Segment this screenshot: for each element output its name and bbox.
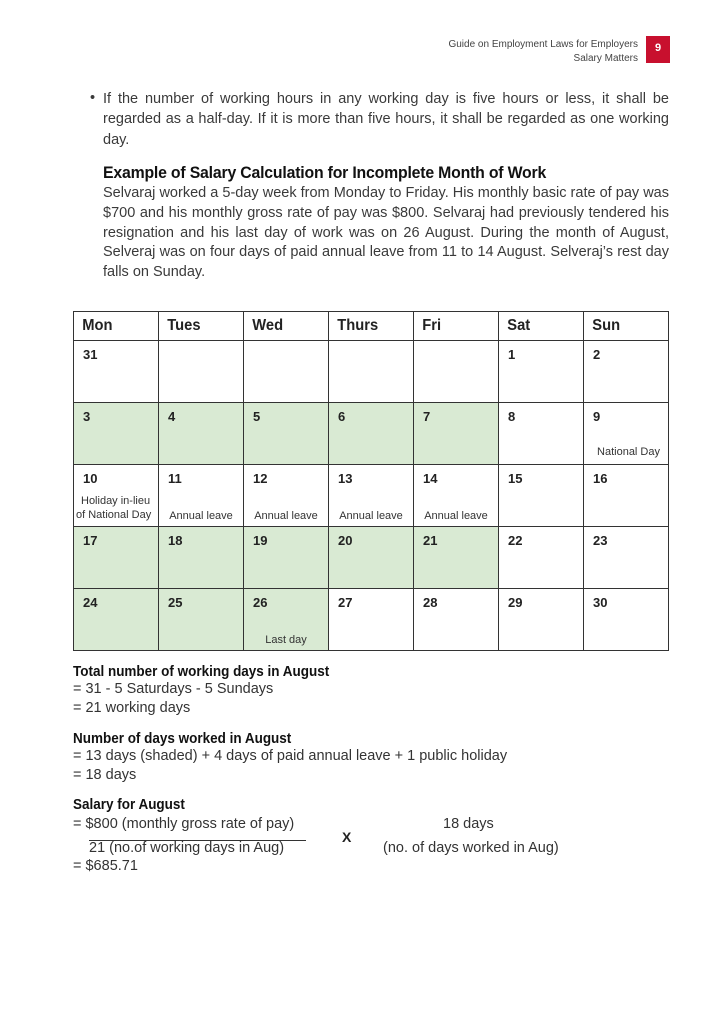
multiply-sign: X bbox=[342, 829, 352, 845]
day-cell: 31 bbox=[74, 341, 159, 403]
day-cell-shaded: 7 bbox=[414, 403, 499, 465]
header-rule bbox=[646, 62, 670, 63]
page-number: 9 bbox=[646, 36, 670, 62]
day-cell bbox=[414, 341, 499, 403]
example-paragraph: Selvaraj worked a 5-day week from Monday to Friday. His monthly basic rate of pay was $700 and his monthly gross rate of pay was $800. Selvaraj had previously tendered his resignation and his last day of work was on 26 August. During the month of August, Selveraj was on four days of paid annual leave from 11 to 14 August. Selveraj’s rest day falls on Sunday. bbox=[103, 185, 669, 281]
day-cell: 2 bbox=[584, 341, 669, 403]
annual-leave-note: Annual leave bbox=[254, 510, 318, 522]
annual-leave-note: Annual leave bbox=[424, 510, 488, 522]
header-sat: Sat bbox=[499, 312, 584, 341]
days-worked-heading: Number of days worked in August bbox=[73, 731, 292, 747]
days-worked-line-2: = 18 days bbox=[73, 766, 137, 783]
example-heading: Example of Salary Calculation for Incomplete Month of Work bbox=[103, 163, 547, 182]
salary-section bbox=[73, 797, 193, 813]
day-cell bbox=[329, 341, 414, 403]
days-numerator: 18 days bbox=[443, 816, 494, 832]
day-cell bbox=[244, 341, 329, 403]
day-cell: 1 bbox=[499, 341, 584, 403]
header-guide-title: Guide on Employment Laws for Employers bbox=[448, 39, 638, 50]
salary-numerator: = $800 (monthly gross rate of pay) bbox=[73, 816, 295, 832]
day-cell: 29 bbox=[499, 589, 584, 651]
running-header bbox=[448, 38, 638, 66]
total-working-days-section bbox=[73, 664, 349, 717]
days-worked-line-1: = 13 days (shaded) + 4 days of paid annual leave + 1 public holiday bbox=[73, 748, 508, 764]
header-sun: Sun bbox=[584, 312, 669, 341]
day-cell: 16 bbox=[584, 465, 669, 527]
intro-text: If the number of working hours in any working day is five hours or less, it shall be regarded as a half-day. If it is more than five hours, it shall be regarded as one working day. bbox=[103, 91, 669, 148]
header-thurs: Thurs bbox=[329, 312, 414, 341]
day-cell-shaded: 3 bbox=[74, 403, 159, 465]
day-cell-shaded: 4 bbox=[159, 403, 244, 465]
day-cell-shaded: 25 bbox=[159, 589, 244, 651]
day-cell-shaded: 17 bbox=[74, 527, 159, 589]
day-cell-annual-leave: 11 Annual leave bbox=[159, 465, 244, 527]
total-working-days-heading: Total number of working days in August bbox=[73, 664, 330, 680]
total-working-days-line-1: = 31 - 5 Saturdays - 5 Sundays bbox=[73, 681, 274, 697]
last-day-note: Last day bbox=[265, 634, 307, 646]
day-cell: 23 bbox=[584, 527, 669, 589]
header-fri: Fri bbox=[414, 312, 499, 341]
calendar-week-2 bbox=[74, 403, 669, 465]
total-working-days-line-2: = 21 working days bbox=[73, 699, 191, 716]
salary-denominator: 21 (no.of working days in Aug) bbox=[89, 840, 285, 856]
day-cell: 15 bbox=[499, 465, 584, 527]
day-cell-annual-leave: 14 Annual leave bbox=[414, 465, 499, 527]
calendar-week-3 bbox=[74, 465, 669, 527]
day-cell-shaded: 24 bbox=[74, 589, 159, 651]
header-wed: Wed bbox=[244, 312, 329, 341]
day-cell-annual-leave: 12 Annual leave bbox=[244, 465, 329, 527]
day-cell-holiday: 10 Holiday in-lieu of National Day bbox=[74, 465, 159, 527]
header-tues: Tues bbox=[159, 312, 244, 341]
day-cell-annual-leave: 13 Annual leave bbox=[329, 465, 414, 527]
day-cell: 27 bbox=[329, 589, 414, 651]
bullet: • bbox=[90, 90, 96, 106]
day-cell: 30 bbox=[584, 589, 669, 651]
day-cell-shaded: 5 bbox=[244, 403, 329, 465]
national-day-note: National Day bbox=[597, 446, 660, 458]
day-cell-shaded: 20 bbox=[329, 527, 414, 589]
annual-leave-note: Annual leave bbox=[339, 510, 403, 522]
august-calendar bbox=[73, 311, 669, 651]
day-cell-shaded: 6 bbox=[329, 403, 414, 465]
days-denominator: (no. of days worked in Aug) bbox=[383, 840, 559, 856]
header-section-title: Salary Matters bbox=[573, 53, 638, 64]
day-cell-shaded: 26 Last day bbox=[244, 589, 329, 651]
day-cell-shaded: 19 bbox=[244, 527, 329, 589]
day-cell-shaded: 21 bbox=[414, 527, 499, 589]
calendar-header-row bbox=[74, 312, 669, 341]
holiday-note: Holiday in-lieu of National Day bbox=[76, 495, 152, 521]
annual-leave-note: Annual leave bbox=[169, 510, 233, 522]
day-cell-national-day: 9 National Day bbox=[584, 403, 669, 465]
salary-heading: Salary for August bbox=[73, 797, 185, 813]
days-worked-section bbox=[73, 731, 507, 784]
intro-paragraph bbox=[90, 89, 669, 150]
day-cell: 22 bbox=[499, 527, 584, 589]
header-mon: Mon bbox=[74, 312, 159, 341]
day-cell bbox=[159, 341, 244, 403]
day-cell-shaded: 18 bbox=[159, 527, 244, 589]
day-cell: 28 bbox=[414, 589, 499, 651]
calendar-week-4 bbox=[74, 527, 669, 589]
calendar-week-1 bbox=[74, 341, 669, 403]
day-cell: 8 bbox=[499, 403, 584, 465]
salary-result: = $685.71 bbox=[73, 858, 138, 874]
calendar-week-5 bbox=[74, 589, 669, 651]
